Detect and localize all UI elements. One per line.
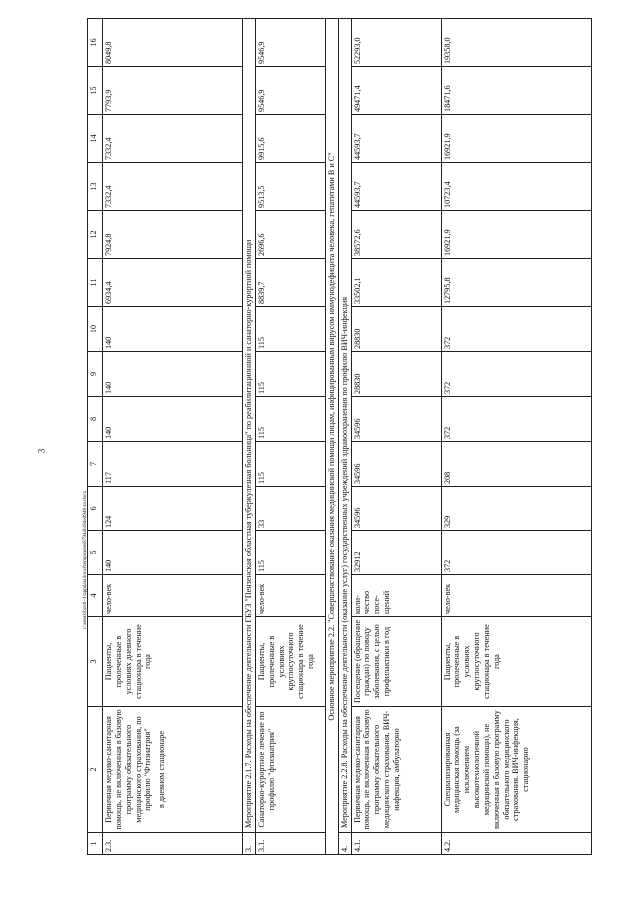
value-cell: 34596 <box>351 442 441 487</box>
column-number-row <box>88 19 103 855</box>
section-row <box>325 19 338 855</box>
value-cell: 49471,4 <box>351 67 441 115</box>
indicator: Пациенты, пролеченные в условиях дневного стационара в течение года <box>103 617 243 707</box>
value-cell: 140 <box>103 307 243 352</box>
value-cell: 28830 <box>351 307 441 352</box>
value-cell: 44593,7 <box>351 163 441 211</box>
row-number: 4. <box>338 833 351 855</box>
indicator: Пациенты, пролеченные в условиях круглосуточного стационара в течение года <box>255 617 325 707</box>
value-cell: 115 <box>255 307 325 352</box>
value-cell: 9915,6 <box>255 115 325 163</box>
col-header: 11 <box>88 259 103 307</box>
col-header: 4 <box>88 575 103 617</box>
budget-table <box>87 18 592 855</box>
col-header: 10 <box>88 307 103 352</box>
table-row <box>441 19 591 855</box>
value-cell: 32912 <box>351 531 441 575</box>
row-name: Первичная медико-санитарная помощь, не включенная в базовую программу обязательного медицинского страхования. ВИЧ-инфекция, амбулаторно <box>351 707 441 833</box>
page-number: 3 <box>36 448 47 454</box>
value-cell: 34596 <box>351 487 441 531</box>
row-number: 2.3. <box>103 833 243 855</box>
value-cell: 8839,7 <box>255 259 325 307</box>
col-header: 8 <box>88 397 103 442</box>
value-cell: 44593,7 <box>351 115 441 163</box>
value-cell: 33 <box>255 487 325 531</box>
value-cell: 372 <box>441 397 591 442</box>
col-header: 2 <box>88 707 103 833</box>
row-number: 4.1. <box>351 833 441 855</box>
indicator: Пациенты, пролеченные в условиях круглосуточного стационара в течение года <box>441 617 591 707</box>
value-cell: 52293,0 <box>351 19 441 67</box>
col-header: 12 <box>88 211 103 259</box>
value-cell: 10723,4 <box>441 163 591 211</box>
value-cell: 7332,4 <box>103 163 243 211</box>
value-cell: 2696,6 <box>255 211 325 259</box>
table-row <box>351 19 441 855</box>
value-cell: 329 <box>441 487 591 531</box>
section-title: Мероприятие 2.2.8. Расходы на обеспечение деятельности (оказание услуг) государственных учреждений здравоохранения по профилю ВИЧ-инфекция <box>338 19 351 833</box>
value-cell: 140 <box>103 531 243 575</box>
basic-activity-title: Основное мероприятие 2.2. "Совершенствование оказания медицинской помощи лицам, инфицированным вирусом иммунодефицита человека, гепатитами В и С" <box>325 19 338 855</box>
value-cell: 7793,9 <box>103 67 243 115</box>
rotated-table-container <box>87 33 617 855</box>
col-header: 7 <box>88 442 103 487</box>
value-cell: 28830 <box>351 352 441 397</box>
value-cell: 7924,8 <box>103 211 243 259</box>
col-header: 1 <box>88 833 103 855</box>
unit: чело-век <box>103 575 243 617</box>
col-header: 5 <box>88 531 103 575</box>
value-cell: 16921,9 <box>441 211 591 259</box>
value-cell: 115 <box>255 352 325 397</box>
value-cell: 372 <box>441 531 591 575</box>
value-cell: 33502,1 <box>351 259 441 307</box>
value-cell: 9513,5 <box>255 163 325 211</box>
col-header: 3 <box>88 617 103 707</box>
row-number: 4.2. <box>441 833 591 855</box>
unit: чело-век <box>441 575 591 617</box>
table-row <box>103 19 243 855</box>
value-cell: 38572,6 <box>351 211 441 259</box>
value-cell: 115 <box>255 442 325 487</box>
row-name-tail: в дневном стационаре <box>157 730 167 809</box>
row-name-text: Первичная медико-санитарная помощь, не включенная в базовую программу обязательного медицинского страхования, по профилю "Фтизиатрия" <box>104 709 153 830</box>
col-header: 13 <box>88 163 103 211</box>
value-cell: 19358,0 <box>441 19 591 67</box>
value-cell: 372 <box>441 307 591 352</box>
unit: коли-чество посе-щений <box>351 575 441 617</box>
value-cell: 7332,4 <box>103 115 243 163</box>
row-number: 3. <box>243 833 256 855</box>
value-cell: 124 <box>103 487 243 531</box>
value-cell: 9546,9 <box>255 19 325 67</box>
value-cell: 115 <box>255 531 325 575</box>
col-header: 15 <box>88 67 103 115</box>
value-cell: 140 <box>103 352 243 397</box>
value-cell: 140 <box>103 397 243 442</box>
value-cell: 34596 <box>351 397 441 442</box>
section-row <box>338 19 351 855</box>
value-cell: 117 <box>103 442 243 487</box>
value-cell: 6934,4 <box>103 259 243 307</box>
row-number: 3.1. <box>255 833 325 855</box>
value-cell: 115 <box>255 397 325 442</box>
value-cell: 208 <box>441 442 591 487</box>
indicator: Посещение (обращение граждан) по поводу заболевания, с целью профилактики в год <box>351 617 441 707</box>
value-cell: 18471,6 <box>441 67 591 115</box>
section-row <box>243 19 256 855</box>
value-cell: 8049,8 <box>103 19 243 67</box>
col-header: 16 <box>88 19 103 67</box>
table-row <box>255 19 325 855</box>
section-title: Мероприятие 2.1.7. Расходы на обеспечение деятельности ГБУЗ "Пензенская областная туберкулезная больница" по реабилитационной и санаторно-курортной помощи <box>243 19 256 833</box>
value-cell: 372 <box>441 352 591 397</box>
row-name: Санаторно-курортное лечение по профилю "фтизиатрия" <box>255 707 325 833</box>
value-cell: 12795,8 <box>441 259 591 307</box>
row-name <box>103 707 243 833</box>
footer-file-path: c:\users\bzotl~1\appdata\local\temp\notes87944b\94ed946-ra.docx <box>82 490 88 630</box>
value-cell: 16921,9 <box>441 115 591 163</box>
value-cell: 9546,9 <box>255 67 325 115</box>
col-header: 6 <box>88 487 103 531</box>
unit: чело-век <box>255 575 325 617</box>
row-name: Специализированная медицинская помощь (за исключением высокотехнологичной медицинской помощи), не включенная в базовую программу обязательного медицинского страхования. ВИЧ-инфекция, стационарно <box>441 707 591 833</box>
col-header: 9 <box>88 352 103 397</box>
col-header: 14 <box>88 115 103 163</box>
